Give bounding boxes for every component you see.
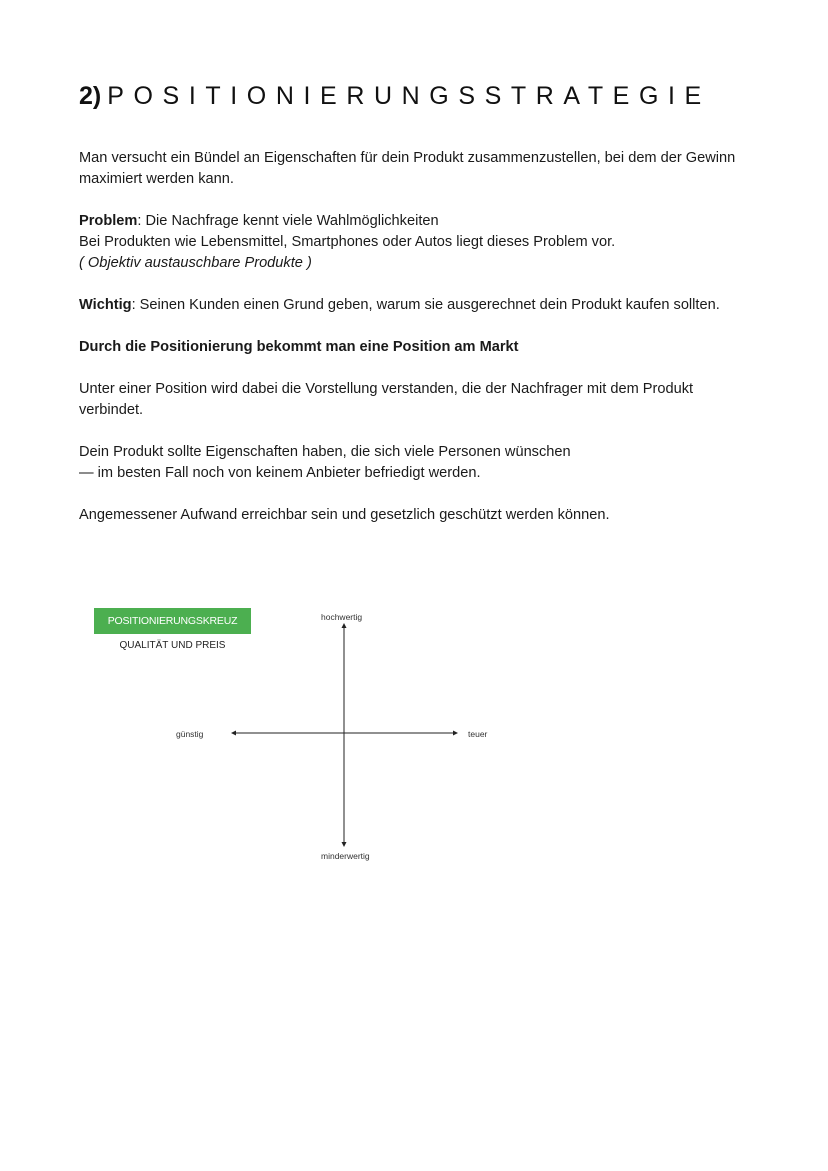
problem-paragraph xyxy=(79,211,749,274)
position-heading-text: Durch die Positionierung bekommt man eine Position am Markt xyxy=(79,339,519,355)
position-heading xyxy=(79,337,749,358)
section-number: 2) xyxy=(79,82,102,110)
axis-label-right: teuer xyxy=(468,729,488,739)
wichtig-text: : Seinen Kunden einen Grund geben, warum sie ausgerechnet dein Produkt kaufen sollten. xyxy=(131,297,720,313)
aufwand-paragraph: Angemessener Aufwand erreichbar sein und gesetzlich geschützt werden können. xyxy=(79,507,610,523)
positionierungskreuz-badge: POSITIONIERUNGSKREUZ xyxy=(94,608,251,634)
diagram-subtitle: QUALITÄT UND PREIS xyxy=(119,640,226,651)
problem-text: : Die Nachfrage kennt viele Wahlmöglichkeiten xyxy=(137,213,439,229)
problem-label: Problem xyxy=(79,213,138,229)
page-title xyxy=(79,80,711,112)
wichtig-label: Wichtig xyxy=(79,297,132,313)
position-definition: Unter einer Position wird dabei die Vorstellung verstanden, die der Nachfrager mit dem Produkt verbindet. xyxy=(79,381,694,418)
axis-label-bottom: minderwertig xyxy=(321,851,370,861)
eigenschaften-paragraph xyxy=(79,442,749,484)
document-body xyxy=(79,148,749,547)
problem-line-2: Bei Produkten wie Lebensmittel, Smartphones oder Autos liegt dieses Problem vor. xyxy=(79,234,616,250)
intro-paragraph: Man versucht ein Bündel an Eigenschaften für dein Produkt zusammenzustellen, bei dem der Gewinn maximiert werden kann. xyxy=(79,150,736,187)
axis-label-left: günstig xyxy=(176,729,204,739)
eigenschaften-line-1: Dein Produkt sollte Eigenschaften haben, die sich viele Personen wünschen xyxy=(79,444,571,460)
section-title: POSITIONIERUNGSSTRATEGIE xyxy=(107,82,711,110)
eigenschaften-line-2: — im besten Fall noch von keinem Anbieter befriedigt werden. xyxy=(79,465,481,481)
problem-line-3: ( Objektiv austauschbare Produkte ) xyxy=(79,255,312,271)
wichtig-paragraph xyxy=(79,295,749,316)
axis-label-top: hochwertig xyxy=(321,612,363,622)
